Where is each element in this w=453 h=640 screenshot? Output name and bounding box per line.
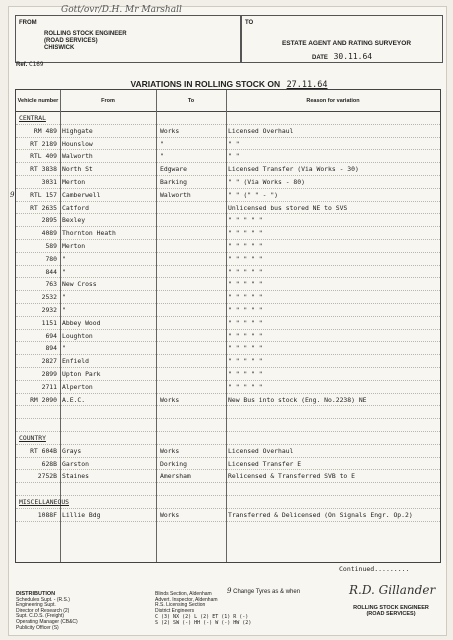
vehicle-cell: RT 604B (30, 446, 57, 455)
from-cell: Enfield (62, 357, 89, 366)
vehicle-cell: CENTRAL (19, 114, 46, 122)
reason-cell: " " " " " (228, 331, 263, 340)
reason-cell: " " " " " (228, 216, 263, 225)
reference (16, 61, 43, 68)
from-cell: Staines (62, 472, 89, 481)
from-cell: " (62, 344, 66, 353)
distribution-list (16, 592, 78, 631)
table-row (16, 483, 440, 496)
reason-cell: " " " " " (228, 382, 263, 391)
to-cell: Works (160, 446, 180, 455)
table-row (16, 458, 440, 471)
ref-label: Ref. (16, 62, 28, 68)
vehicle-cell: 763 (45, 280, 57, 289)
table-row (16, 470, 440, 483)
reason-cell: " " " " " (228, 241, 263, 250)
to-cell: Works (160, 126, 180, 135)
vehicle-cell: 894 (45, 344, 57, 353)
distribution-item: Schedules Supt. - (R.S.) (16, 596, 70, 603)
reason-cell: " " " " " (228, 357, 263, 366)
to-cell: Dorking (160, 459, 187, 468)
from-address (44, 31, 127, 52)
reason-cell: Transferred & Delicensed (On Signals Engr. Op.2) (228, 510, 413, 519)
title-text: VARIATIONS IN ROLLING STOCK ON (130, 79, 281, 89)
vehicle-cell: COUNTRY (19, 433, 46, 442)
vehicle-cell: RT 3838 (30, 165, 57, 174)
distribution-item: Publicity Officer (S) (16, 624, 59, 631)
to-cell: Barking (160, 177, 187, 186)
vehicle-cell: 2895 (41, 216, 57, 225)
vehicle-cell: 1151 (41, 318, 57, 327)
from-cell: Alperton (62, 382, 93, 391)
col-from: From (101, 97, 115, 104)
from-cell: Grays (62, 446, 82, 455)
from-cell: " (62, 254, 66, 263)
reason-cell: Licensed Transfer (Via Works - 30) (228, 165, 359, 174)
table-row (16, 227, 440, 240)
reason-cell: " " " " " (228, 293, 263, 302)
row-mark: 9 (10, 190, 15, 199)
vehicle-cell: 589 (45, 241, 57, 250)
from-cell: Hounslow (62, 139, 93, 148)
table-row (16, 445, 440, 458)
engineer-title (341, 605, 441, 618)
table-row (16, 368, 440, 381)
vehicle-cell: 694 (45, 331, 57, 340)
distribution-section: R.S. Licensing Section (155, 602, 206, 609)
reason-cell: " " (" " - ") (228, 190, 279, 199)
vehicle-cell: 2827 (41, 357, 57, 366)
from-cell: Abbey Wood (62, 318, 101, 327)
vehicle-cell: 2532 (41, 293, 57, 302)
from-cell: Camberwell (62, 190, 101, 199)
col-vehicle: Vehicle number (17, 97, 59, 104)
section-row (16, 112, 440, 125)
footnote (227, 587, 300, 595)
distribution-section: Blinds Section, Aldenham (155, 591, 212, 597)
table-row (16, 355, 440, 368)
vehicle-cell: 2711 (41, 382, 57, 391)
vehicle-cell: 780 (45, 254, 57, 263)
from-cell: Loughton (62, 331, 93, 340)
table-row (16, 291, 440, 304)
distribution-item: Director of Research (2) (16, 607, 70, 614)
from-cell: Thornton Heath (62, 229, 116, 238)
to-box (241, 15, 443, 63)
footnote-mark: 9 (227, 587, 232, 595)
vehicle-cell: RTL 157 (30, 190, 57, 199)
to-cell: " (160, 152, 164, 161)
table-row (16, 214, 440, 227)
reason-cell: " " " " " (228, 369, 263, 378)
to-cell: Amersham (160, 472, 191, 481)
reason-cell: " " " " " (228, 280, 263, 289)
table-header (16, 90, 440, 112)
table-row (16, 419, 440, 432)
reason-cell: " " " " " (228, 318, 263, 327)
distribution-sections (155, 592, 218, 614)
from-cell: North St (62, 165, 93, 174)
section-row (16, 496, 440, 509)
from-cell: Merton (62, 177, 86, 186)
table-row (16, 304, 440, 317)
footnote-text: Change Tyres as & when (233, 589, 301, 595)
vehicle-cell: 2932 (41, 305, 57, 314)
vehicle-cell: RT 2189 (30, 139, 57, 148)
from-line-2: (ROAD SERVICES) (44, 38, 98, 44)
district-code-line: C (3) NX (2) L (2) ET (1) R (-) (155, 614, 249, 620)
to-cell: Walworth (160, 190, 191, 199)
table-body (10, 112, 440, 522)
vehicle-cell: 2752B (37, 472, 57, 481)
distribution-title: DISTRIBUTION (16, 591, 56, 597)
from-cell: Bexley (62, 216, 86, 225)
from-cell: " (62, 267, 66, 276)
vehicle-cell: RT 2635 (30, 203, 57, 212)
col-to: To (187, 97, 195, 104)
vehicle-cell: 1088F (37, 510, 57, 519)
distribution-item: Supt. C.D.S. (Freight) (16, 613, 65, 620)
date-label: DATE (312, 55, 328, 61)
table-row (10, 189, 440, 202)
from-cell: A.E.C. (62, 395, 86, 404)
from-label: FROM (19, 20, 37, 26)
table-row (16, 176, 440, 189)
date-value: 30.11.64 (333, 52, 373, 61)
from-cell: Catford (62, 203, 89, 212)
to-cell: Works (160, 510, 180, 519)
to-cell: Edgware (160, 165, 187, 174)
vehicle-cell: 844 (45, 267, 57, 276)
distribution-item: Engineering Supt. (16, 602, 56, 609)
ref-value: C169 (29, 61, 44, 68)
table-row (16, 240, 440, 253)
vehicle-cell: 628B (41, 459, 57, 468)
reason-cell: " " " " " (228, 229, 263, 238)
table-row (16, 266, 440, 279)
table-row (16, 253, 440, 266)
district-codes (155, 615, 251, 626)
variations-table (10, 89, 441, 563)
col-reason: Reason for variation (306, 97, 360, 104)
from-cell: Merton (62, 241, 86, 250)
signature: R.D. Gillander (349, 583, 436, 597)
from-box (15, 15, 241, 63)
vehicle-cell: RM 489 (33, 126, 57, 135)
table-row (16, 509, 440, 522)
reason-cell: " " " " " (228, 254, 263, 263)
reason-cell: " " (228, 139, 240, 148)
from-cell: Upton Park (62, 369, 101, 378)
to-cell: Works (160, 395, 180, 404)
engineer-line-1: ROLLING STOCK ENGINEER (353, 605, 429, 611)
reason-cell: Relicensed & Transferred SVB to E (228, 472, 355, 481)
table-row (16, 330, 440, 343)
table-row (16, 342, 440, 355)
vehicle-cell: RTL 409 (30, 152, 57, 161)
table-row (16, 278, 440, 291)
vehicle-cell: 4089 (41, 229, 57, 238)
table-row (16, 150, 440, 163)
table-row (16, 163, 440, 176)
reason-cell: " " (228, 152, 240, 161)
continued-note: Continued......... (339, 565, 410, 573)
reason-cell: Licensed Transfer E (228, 459, 302, 468)
table-row (16, 125, 440, 138)
vehicle-cell: 2899 (41, 369, 57, 378)
distribution-section: Advert. Inspector, Aldenham (155, 596, 218, 603)
to-label: TO (245, 20, 254, 26)
rolling-stock-form (8, 6, 447, 636)
table-row (16, 138, 440, 151)
title-date: 27.11.64 (286, 80, 328, 90)
distribution-item: Operating Manager (CB&C) (16, 618, 78, 625)
from-cell: New Cross (62, 280, 97, 289)
from-line-3: CHISWICK (44, 45, 75, 51)
engineer-line-2: (ROAD SERVICES) (366, 611, 416, 618)
from-cell: Lillie Bdg (62, 510, 101, 519)
reason-cell: " " " " " (228, 267, 263, 276)
from-cell: Highgate (62, 126, 93, 135)
date-line (312, 52, 372, 61)
reason-cell: " " " " " (228, 344, 263, 353)
handwritten-note: Gott/ovr/D.H. Mr Marshall (61, 5, 182, 15)
from-cell: Walworth (62, 152, 93, 161)
to-recipient: ESTATE AGENT AND RATING SURVEYOR (281, 40, 412, 47)
table-row (16, 202, 440, 215)
reason-cell: " " (Via Works - 80) (228, 177, 305, 186)
vehicle-cell: 3031 (41, 177, 57, 186)
reason-cell: " " " " " (228, 305, 263, 314)
from-cell: Garston (62, 459, 89, 468)
table-row (16, 381, 440, 394)
reason-cell: Licensed Overhaul (228, 446, 294, 455)
vehicle-cell: RM 2090 (30, 395, 57, 404)
to-cell: " (160, 139, 164, 148)
distribution-section: District Engineers (155, 607, 195, 614)
table-row (16, 317, 440, 330)
reason-cell: New Bus into stock (Eng. No.2238) NE (228, 395, 367, 404)
from-cell: " (62, 305, 66, 314)
section-row (16, 432, 440, 445)
district-code-line: S (2) SW (-) HH (-) W (-) HW (2) (155, 619, 252, 626)
table-row (16, 406, 440, 419)
reason-cell: Unlicensed bus stored NE to SVS (228, 203, 348, 212)
from-line-1: ROLLING STOCK ENGINEER (44, 31, 127, 37)
vehicle-cell: MISCELLANEOUS (19, 497, 70, 506)
table-row (16, 394, 440, 407)
from-cell: " (62, 293, 66, 302)
reason-cell: Licensed Overhaul (228, 126, 294, 135)
